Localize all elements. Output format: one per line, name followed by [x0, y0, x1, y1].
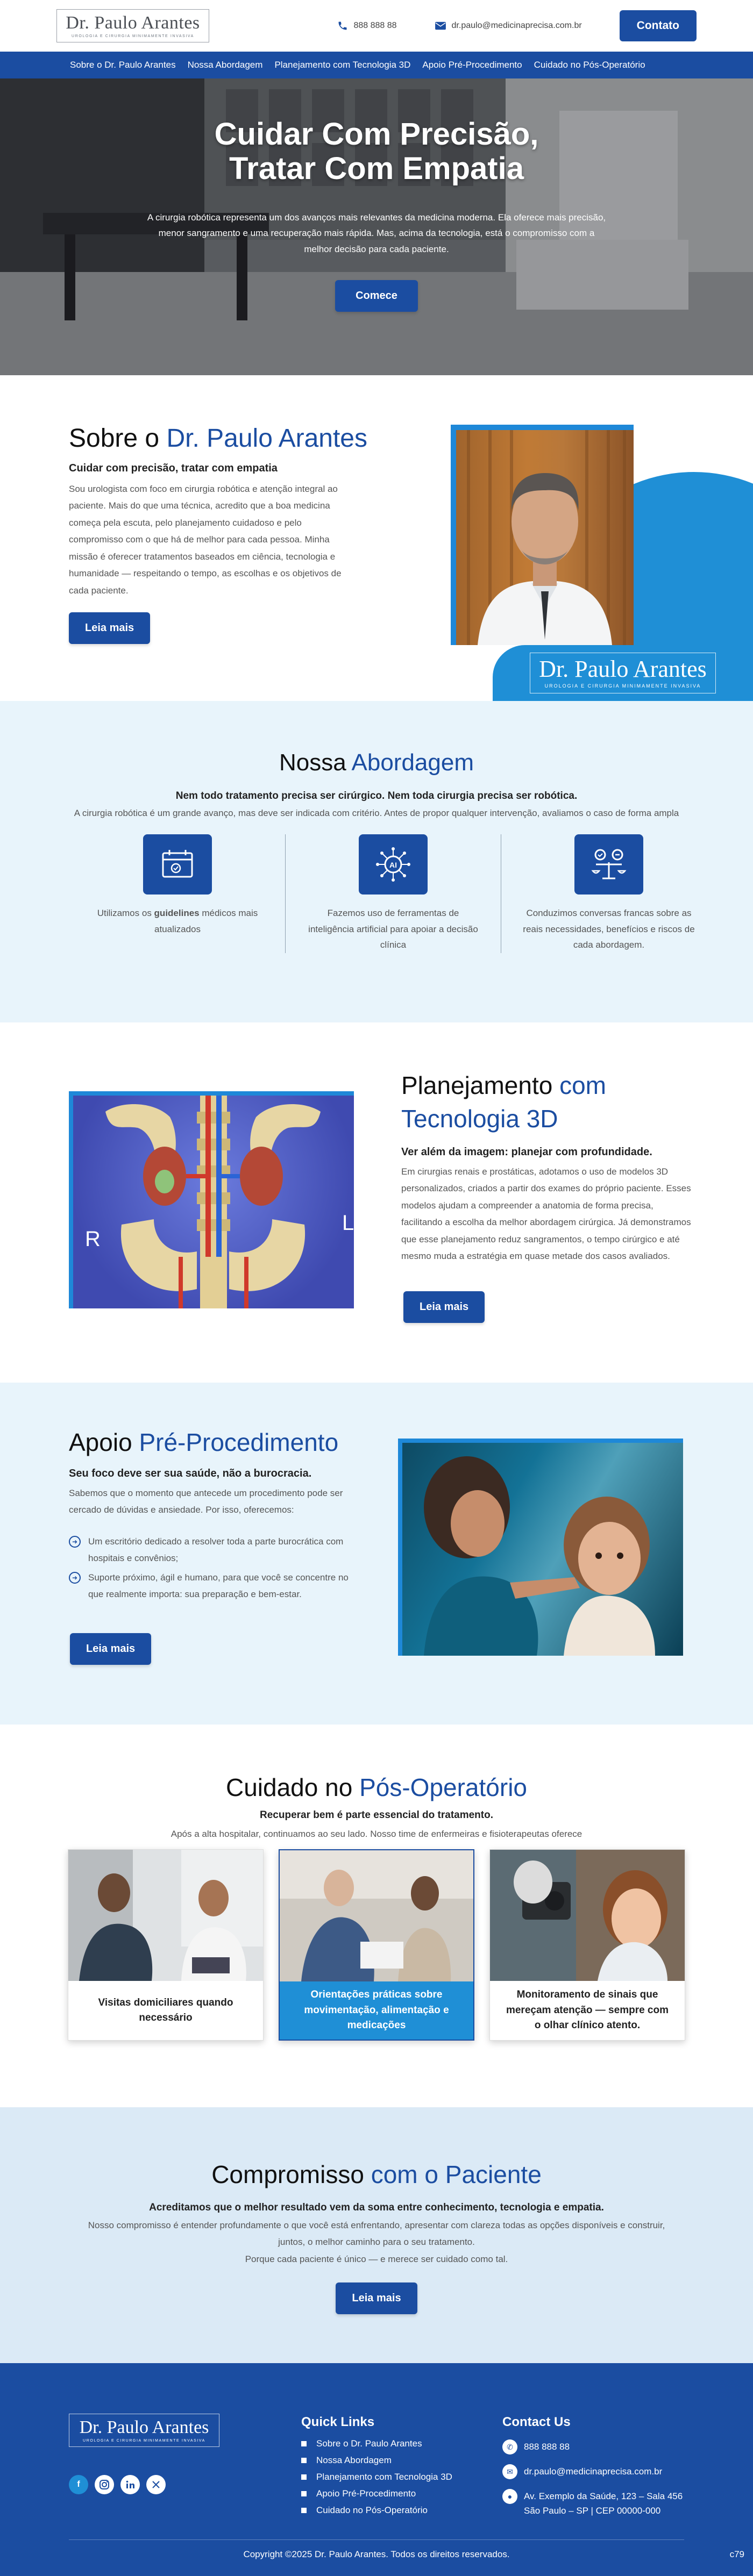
- footer-email-text: dr.paulo@medicinaprecisa.com.br: [524, 2466, 663, 2477]
- hero-title-line1: Cuidar Com Precisão,: [214, 117, 539, 152]
- card-image: [280, 1850, 473, 1981]
- card-caption: Visitas domiciliares quando necessário: [98, 1997, 233, 2023]
- nav-item-pre-procedimento[interactable]: Apoio Pré-Procedimento: [422, 60, 522, 70]
- doctor-name-banner: [493, 645, 753, 701]
- nav-item-abordagem[interactable]: Nossa Abordagem: [187, 60, 263, 70]
- card-caption: Monitoramento de sinais que mereçam atenção — sempre com o olhar clínico atento.: [506, 1989, 669, 2031]
- hero-title: [0, 117, 753, 186]
- phone-icon: ✆: [502, 2439, 517, 2455]
- footer-email[interactable]: [502, 2464, 683, 2479]
- social-links: [69, 2475, 166, 2494]
- doctor-portrait: [451, 425, 634, 645]
- quick-links: [301, 2415, 452, 2522]
- sobre-body: Sou urologista com foco em cirurgia robótica e atenção integral ao paciente. Mais do que uma técnica, acredito que a boa medicina começa pela escuta, pelo planejamento cuidadoso e pelo compromisso com o que há de melhor para cada pessoa. Minha missão é oferecer tratamentos baseados em ciência, tecnologia e humanidade — respeitando o tempo, as escolhas e os objetivos de cada paciente.: [69, 484, 342, 596]
- linkedin-icon[interactable]: [120, 2475, 140, 2494]
- abordagem-section: [0, 701, 753, 1022]
- compromisso-title: [0, 2107, 753, 2189]
- pre-subtitle: Seu foco deve ser sua saúde, não a burocracia.: [69, 1468, 312, 1479]
- quick-link[interactable]: Cuidado no Pós-Operatório: [301, 2505, 452, 2516]
- footer-phone-text: 888 888 88: [524, 2442, 570, 2452]
- pos-title-a: Cuidado no: [225, 1773, 360, 1801]
- sobre-subtitle: Cuidar com precisão, tratar com empatia: [69, 462, 278, 474]
- compromisso-description: [65, 2217, 688, 2267]
- phone-text: 888 888 88: [353, 21, 397, 30]
- pos-title-b: Pós-Operatório: [359, 1773, 527, 1801]
- footer-divider: [69, 2539, 684, 2540]
- compromisso-line1: Nosso compromisso é entender profundamente o que você está enfrentando, apresentar com clareza todas as opções disponíveis e construir,: [88, 2220, 665, 2230]
- banner-name: Dr. Paulo Arantes: [539, 656, 707, 682]
- item-text-post: médicos mais atualizados: [154, 907, 258, 934]
- abordagem-lead: Nem todo tratamento precisa ser cirúrgico. Nem toda cirurgia precisa ser robótica.: [175, 790, 578, 802]
- contact-us: [502, 2415, 683, 2518]
- compromisso-title-b: com o Paciente: [371, 2160, 542, 2188]
- portrait-image: [456, 430, 634, 645]
- pre-title: [69, 1428, 338, 1457]
- pos-operatorio-section: [0, 1725, 753, 2107]
- footer-logo[interactable]: [69, 2414, 219, 2447]
- abordagem-item-text: Fazemos uso de ferramentas de inteligência artificial para apoiar a decisão clínica: [308, 907, 478, 950]
- guidance-photo-icon: [280, 1850, 473, 1981]
- sobre-section: [0, 375, 753, 701]
- compromisso-read-more-button[interactable]: Leia mais: [336, 2282, 417, 2314]
- quick-links-list: [301, 2438, 452, 2516]
- planejamento-title-b: com: [559, 1071, 606, 1099]
- nav-item-pos-operatorio[interactable]: Cuidado no Pós-Operatório: [534, 60, 645, 70]
- email-contact[interactable]: [435, 21, 582, 31]
- footer-logo-name: Dr. Paulo Arantes: [79, 2417, 209, 2437]
- balance-icon: [574, 834, 643, 895]
- footer-address: [502, 2489, 683, 2518]
- email-text: dr.paulo@medicinaprecisa.com.br: [451, 21, 582, 30]
- planejamento-title: [401, 1069, 606, 1135]
- pre-body: Sabemos que o momento que antecede um procedimento pode ser cercado de dúvidas e ansiedade. Por isso, oferecemos:: [69, 1488, 343, 1515]
- phone-icon: [337, 20, 348, 31]
- arrow-right-icon: ➜: [69, 1572, 81, 1584]
- list-item-text: Suporte próximo, ágil e humano, para que você se concentre no que realmente importa: sua preparação e bem-estar.: [88, 1572, 349, 1600]
- planejamento-subtitle: Ver além da imagem: planejar com profundidade.: [401, 1146, 652, 1158]
- arrow-right-icon: ➜: [69, 1536, 81, 1548]
- planejamento-body: Em cirurgias renais e prostáticas, adotamos o uso de modelos 3D personalizados, criados a partir dos exames do próprio paciente. Esses modelos ajudam a compreender a anatomia de forma precisa, facilitando a escolha da melhor abordagem cirúrgica. Já demonstramos que esse planejamento reduz sangramentos, o tempo cirúrgico e até mesmo muda a estratégia em quase metade dos casos avaliados.: [401, 1167, 691, 1262]
- address-line2: São Paulo – SP | CEP 00000-000: [524, 2506, 661, 2516]
- card-image: [68, 1850, 263, 1981]
- pos-title: [0, 1725, 753, 1802]
- contact-us-title: Contact Us: [502, 2415, 571, 2429]
- sobre-title: [69, 424, 367, 453]
- abordagem-title-b: Abordagem: [351, 749, 474, 776]
- abordagem-title: [0, 701, 753, 776]
- card-image: [490, 1850, 685, 1981]
- address-line1: Av. Exemplo da Saúde, 123 – Sala 456: [524, 2491, 683, 2501]
- list-item: [69, 1569, 349, 1603]
- x-twitter-icon[interactable]: [146, 2475, 166, 2494]
- sobre-title-b: Dr. Paulo Arantes: [166, 424, 367, 453]
- compromisso-section: [0, 2107, 753, 2363]
- abordagem-item: [501, 834, 716, 953]
- sobre-read-more-button[interactable]: Leia mais: [69, 612, 150, 644]
- pos-description: Após a alta hospitalar, continuamos ao seu lado. Nosso time de enfermeiras e fisioterapeutas oferece: [171, 1829, 582, 1839]
- list-item: [69, 1533, 349, 1567]
- ai-chip-icon: [359, 834, 428, 895]
- planejamento-read-more-button[interactable]: Leia mais: [403, 1291, 485, 1323]
- card-practical-guidance[interactable]: [279, 1849, 474, 2041]
- planejamento-title-a: Planejamento: [401, 1071, 560, 1099]
- logo-tagline: UROLOGIA E CIRURGIA MINIMAMENTE INVASIVA: [72, 34, 194, 38]
- nav-item-sobre[interactable]: Sobre o Dr. Paulo Arantes: [70, 60, 176, 70]
- facebook-icon[interactable]: f: [69, 2475, 88, 2494]
- footer-corner-text: c79: [729, 2549, 744, 2559]
- compromisso-line2: juntos, o melhor caminho para o seu tratamento.: [278, 2237, 475, 2248]
- banner-tagline: UROLOGIA E CIRURGIA MINIMAMENTE INVASIVA: [544, 683, 701, 689]
- compromisso-line3: Porque cada paciente é único — e merece ser cuidado como tal.: [245, 2253, 508, 2264]
- compromisso-lead: Acreditamos que o melhor resultado vem da soma entre conhecimento, tecnologia e empatia.: [149, 2202, 604, 2213]
- abordagem-item-text: [91, 905, 264, 938]
- site-header: [0, 0, 753, 78]
- hero-text: A cirurgia robótica representa um dos avanços mais relevantes da medicina moderna. Ela oferece mais precisão, menor sangramento e uma recuperação mais rápida. Mas, acima da tecnologia, está o compromisso com a melhor decisão para cada paciente.: [147, 212, 606, 255]
- hero-title-line2: Tratar Com Empatia: [229, 151, 524, 186]
- planejamento-title-c: Tecnologia 3D: [401, 1105, 558, 1133]
- hero-section: [0, 78, 753, 375]
- doctor-photo-icon: [456, 430, 634, 645]
- planejamento-section: [0, 1022, 753, 1383]
- start-button[interactable]: Comece: [335, 280, 418, 312]
- top-bar: [0, 0, 753, 52]
- top-contacts: [337, 20, 581, 31]
- pre-image: [402, 1443, 683, 1656]
- item-text-pre: Utilizamos os: [97, 907, 154, 918]
- logo[interactable]: [56, 9, 209, 42]
- main-nav: [0, 52, 753, 78]
- card-monitoring[interactable]: [489, 1849, 685, 2041]
- pos-lead: Recuperar bem é parte essencial do tratamento.: [260, 1809, 493, 1821]
- abordagem-columns: [70, 834, 695, 953]
- footer-logo-tagline: UROLOGIA E CIRURGIA MINIMAMENTE INVASIVA: [83, 2438, 205, 2443]
- quick-link[interactable]: Apoio Pré-Procedimento: [301, 2488, 452, 2499]
- pre-list: [69, 1533, 349, 1605]
- contact-button[interactable]: Contato: [620, 10, 697, 41]
- abordagem-description: A cirurgia robótica é um grande avanço, mas deve ser indicada com critério. Antes de propor qualquer intervenção, avaliamos o caso de forma ampla: [74, 808, 679, 818]
- monitoring-photo-icon: [490, 1850, 685, 1981]
- pre-title-a: Apoio: [69, 1428, 139, 1456]
- child-patient-photo-icon: [402, 1443, 683, 1656]
- location-pin-icon: ●: [502, 2489, 517, 2504]
- pre-read-more-button[interactable]: Leia mais: [70, 1633, 151, 1665]
- home-visit-photo-icon: [68, 1850, 263, 1981]
- copyright: Copyright ©2025 Dr. Paulo Arantes. Todos os direitos reservados.: [243, 2549, 510, 2559]
- calendar-icon: [143, 834, 212, 895]
- abordagem-title-a: Nossa: [279, 749, 352, 776]
- quick-links-title: Quick Links: [301, 2415, 375, 2429]
- compromisso-title-a: Compromisso: [211, 2160, 371, 2188]
- abordagem-item: [285, 834, 501, 953]
- scan-label-right: R: [85, 1227, 101, 1251]
- 3d-scan-image: [73, 1096, 354, 1308]
- nav-item-planejamento[interactable]: Planejamento com Tecnologia 3D: [274, 60, 411, 70]
- card-home-visits[interactable]: [68, 1849, 264, 2041]
- quick-link[interactable]: Sobre o Dr. Paulo Arantes: [301, 2438, 452, 2449]
- mail-icon: [435, 21, 446, 31]
- list-item-text: Um escritório dedicado a resolver toda a parte burocrática com hospitais e convênios;: [88, 1536, 344, 1564]
- sobre-title-a: Sobre o: [69, 424, 167, 453]
- svg-text:AI: AI: [389, 860, 397, 869]
- instagram-icon[interactable]: [95, 2475, 114, 2494]
- site-footer: [0, 2363, 753, 2576]
- scan-label-left: L: [342, 1211, 354, 1235]
- card-caption: Orientações práticas sobre movimentação, alimentação e medicações: [304, 1989, 449, 2031]
- abordagem-item: [70, 834, 285, 953]
- quick-link[interactable]: Planejamento com Tecnologia 3D: [301, 2472, 452, 2482]
- item-text-strong: guidelines: [154, 907, 200, 918]
- banner-logo: [530, 653, 716, 693]
- pos-cards: [0, 1849, 753, 2041]
- abordagem-item-text: Conduzimos conversas francas sobre as reais necessidades, benefícios e riscos de cada abordagem.: [523, 907, 695, 950]
- pre-title-b: Pré-Procedimento: [139, 1428, 339, 1456]
- kidney-model-icon: [73, 1096, 354, 1308]
- phone-contact[interactable]: [337, 20, 396, 31]
- hero-content: [0, 78, 753, 312]
- pre-procedimento-section: [0, 1383, 753, 1725]
- logo-name: Dr. Paulo Arantes: [66, 12, 200, 33]
- quick-link[interactable]: Nossa Abordagem: [301, 2455, 452, 2466]
- mail-icon: ✉: [502, 2464, 517, 2479]
- footer-phone[interactable]: [502, 2439, 683, 2455]
- footer-address-text: [524, 2489, 683, 2518]
